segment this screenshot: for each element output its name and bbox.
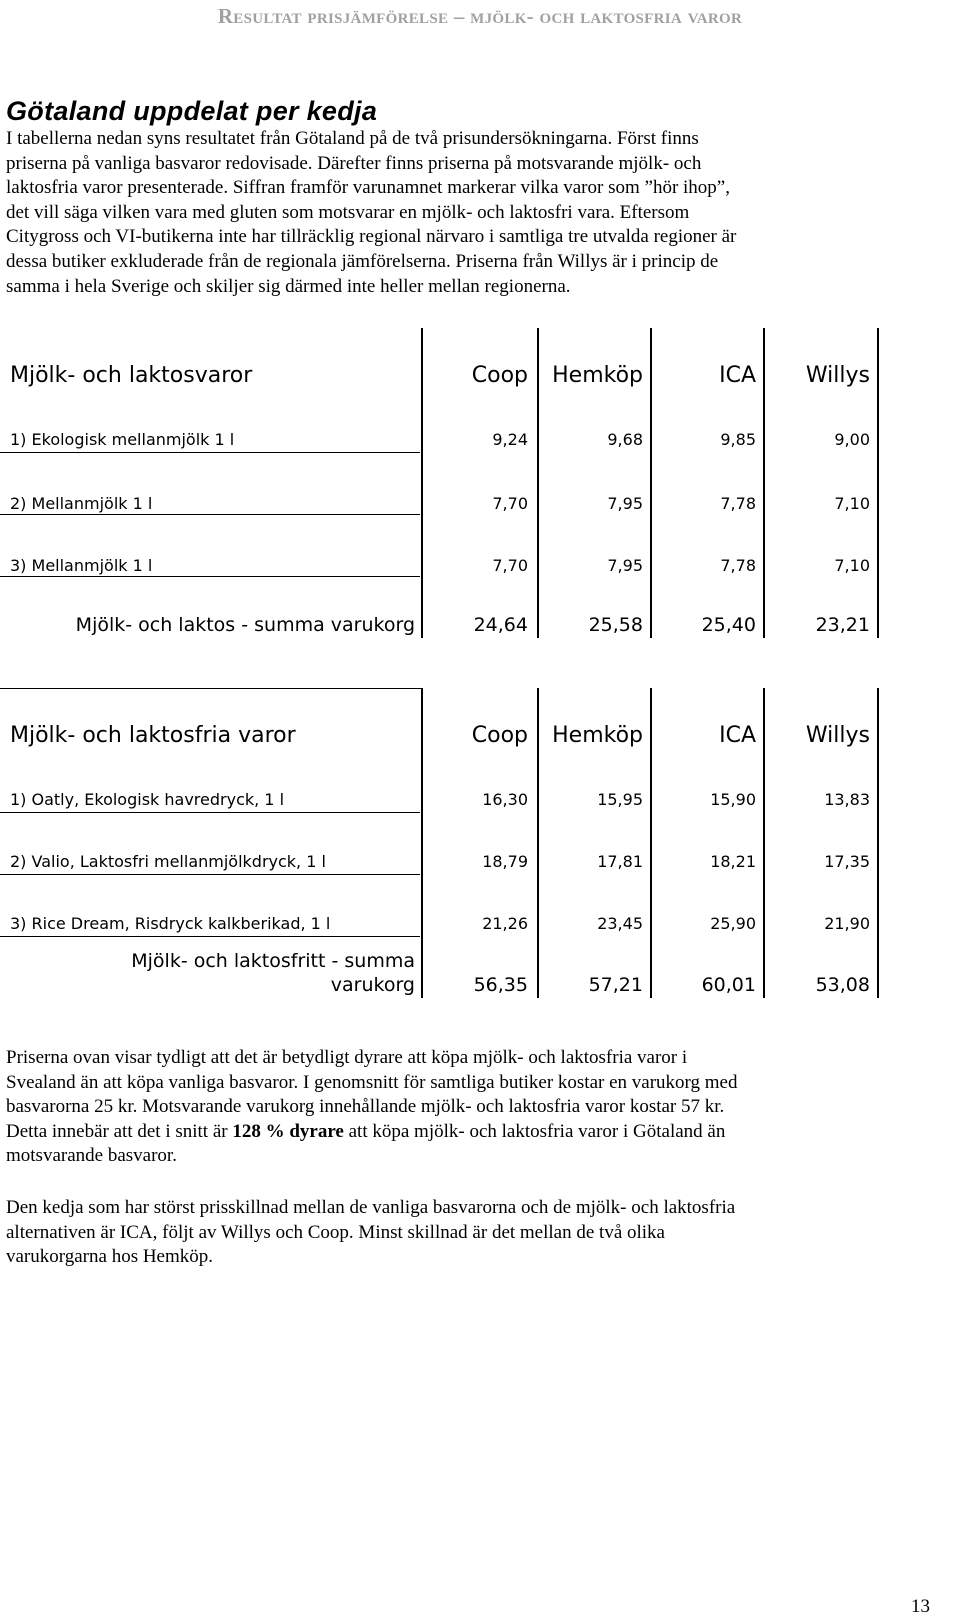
column-header-hemkop: Hemköp [552, 723, 643, 748]
column-header-ica: ICA [719, 363, 756, 388]
price-cell: 13,83 [824, 790, 870, 809]
column-divider [421, 328, 423, 638]
column-header-hemkop: Hemköp [552, 363, 643, 388]
price-cell: 21,26 [482, 914, 528, 933]
table-milk-lactose-free [0, 688, 910, 1008]
price-cell: 15,90 [710, 790, 756, 809]
table-title: Mjölk- och laktosvaror [10, 363, 253, 388]
sum-label-line1: Mjölk- och laktosfritt - summa [131, 950, 415, 972]
section-heading: Götaland uppdelat per kedja [6, 96, 378, 126]
price-cell: 15,95 [597, 790, 643, 809]
row-rule [0, 936, 420, 937]
price-cell: 16,30 [482, 790, 528, 809]
row-label: 3) Rice Dream, Risdryck kalkberikad, 1 l [10, 914, 331, 933]
price-cell: 9,85 [720, 430, 756, 449]
table-milk-lactose [0, 328, 910, 648]
price-cell: 7,10 [834, 556, 870, 575]
price-cell: 7,70 [492, 494, 528, 513]
intro-paragraph [6, 127, 946, 299]
price-cell: 7,95 [607, 556, 643, 575]
row-rule [0, 452, 420, 453]
conclusion-line: motsvarande basvaror. [6, 1145, 177, 1167]
sum-cell: 56,35 [473, 974, 528, 996]
closing-paragraph [6, 1196, 946, 1270]
row-label: 3) Mellanmjölk 1 l [10, 556, 153, 575]
price-cell: 17,81 [597, 852, 643, 871]
intro-line: laktosfria varor presenterade. Siffran framför varunamnet markerar vilka varor som ”hör ihop”, [6, 177, 730, 199]
price-cell: 18,21 [710, 852, 756, 871]
conclusion-line: Priserna ovan visar tydligt att det är betydligt dyrare att köpa mjölk- och laktosfria varor i [6, 1047, 688, 1068]
price-cell: 9,68 [607, 430, 643, 449]
conclusion-text: att köpa mjölk- och laktosfria varor i Götaland än [343, 1120, 726, 1142]
conclusion-line: Svealand än att köpa vanliga basvaror. I genomsnitt för samtliga butiker kostar en varukorg med [6, 1071, 738, 1093]
conclusion-text: Detta innebär att det i snitt är [6, 1120, 233, 1142]
sum-label-line2: varukorg [330, 974, 415, 996]
column-header-coop: Coop [471, 723, 528, 748]
row-rule [0, 514, 420, 515]
sum-cell: 24,64 [473, 614, 528, 636]
price-cell: 7,78 [720, 494, 756, 513]
price-cell: 7,78 [720, 556, 756, 575]
intro-line: samma i hela Sverige och skiljer sig därmed inte heller mellan regionerna. [6, 275, 571, 297]
row-label: 2) Valio, Laktosfri mellanmjölkdryck, 1 l [10, 852, 326, 871]
conclusion-line: basvarorna 25 kr. Motsvarande varukorg innehållande mjölk- och laktosfria varor kostar 57 kr. [6, 1096, 725, 1118]
column-divider [537, 328, 539, 638]
price-cell: 7,95 [607, 494, 643, 513]
row-label: 1) Oatly, Ekologisk havredryck, 1 l [10, 790, 285, 809]
price-cell: 17,35 [824, 852, 870, 871]
intro-line: det vill säga vilken vara med gluten som motsvarar en mjölk- och laktosfri vara. Eftersom [6, 201, 690, 223]
row-rule [0, 812, 420, 813]
conclusion-line [6, 1120, 946, 1145]
intro-line: priserna på vanliga basvaror redovisade. Därefter finns priserna på motsvarande mjölk- och [6, 152, 702, 174]
price-cell: 9,24 [492, 430, 528, 449]
sum-cell: 25,40 [701, 614, 756, 636]
price-cell: 23,45 [597, 914, 643, 933]
sum-cell: 53,08 [815, 974, 870, 996]
closing-line: alternativen är ICA, följt av Willys och Coop. Minst skillnad är det mellan de två olika [6, 1221, 665, 1243]
closing-line: Den kedja som har störst prisskillnad mellan de vanliga basvarorna och de mjölk- och laktosfria [6, 1197, 736, 1218]
table-title: Mjölk- och laktosfria varor [10, 723, 296, 748]
row-label: 2) Mellanmjölk 1 l [10, 494, 153, 513]
column-header-coop: Coop [471, 363, 528, 388]
price-cell: 21,90 [824, 914, 870, 933]
column-divider [877, 328, 879, 638]
column-divider [650, 688, 652, 998]
column-divider [877, 688, 879, 998]
sum-label: Mjölk- och laktos - summa varukorg [75, 614, 415, 636]
sum-cell: 60,01 [701, 974, 756, 996]
page-number: 13 [911, 1596, 930, 1617]
column-header-willys: Willys [805, 363, 870, 388]
column-header-ica: ICA [719, 723, 756, 748]
price-cell: 9,00 [834, 430, 870, 449]
closing-line: varukorgarna hos Hemköp. [6, 1246, 214, 1268]
column-divider [763, 328, 765, 638]
intro-line: I tabellerna nedan syns resultatet från Götaland på de två prisundersökningarna. Först finns [6, 128, 699, 149]
highlight-percentage: 128 % dyrare [232, 1120, 344, 1142]
row-rule [0, 874, 420, 875]
price-cell: 7,70 [492, 556, 528, 575]
column-divider [763, 688, 765, 998]
running-header: Resultat prisjämförelse – mjölk- och laktosfria varor [217, 4, 743, 28]
column-header-willys: Willys [805, 723, 870, 748]
row-label: 1) Ekologisk mellanmjölk 1 l [10, 430, 235, 449]
price-cell: 7,10 [834, 494, 870, 513]
conclusion-paragraph [6, 1046, 946, 1169]
intro-line: Citygross och VI-butikerna inte har tillräcklig regional närvaro i samtliga tre utvalda regioner är [6, 226, 737, 248]
top-rule [0, 688, 422, 689]
price-cell: 25,90 [710, 914, 756, 933]
sum-cell: 23,21 [815, 614, 870, 636]
column-divider [650, 328, 652, 638]
intro-line: dessa butiker exkluderade från de regionala jämförelserna. Priserna från Willys är i princip de [6, 250, 719, 272]
row-rule [0, 576, 420, 577]
column-divider [421, 688, 423, 998]
sum-cell: 25,58 [588, 614, 643, 636]
sum-cell: 57,21 [588, 974, 643, 996]
column-divider [537, 688, 539, 998]
price-cell: 18,79 [482, 852, 528, 871]
